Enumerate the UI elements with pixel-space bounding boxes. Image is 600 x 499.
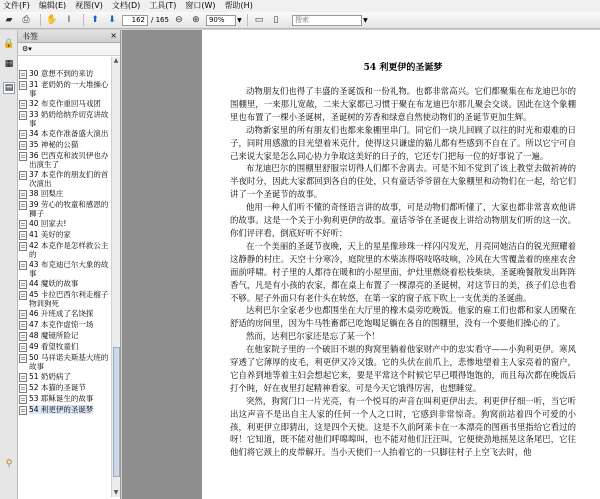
paragraph: 动物新家里的所有朋友们也都来象棚里串门。同它们一块儿回顾了以往的时光和艰难的日子，同时用感激的目光望着米克什，使得这只谦虚的猫儿都有些感到不自在了。所以它宁可自己来说大家是怎么同心协力争取这美好的日子的，它还专门把每一位的好事说了一遍。 <box>230 124 576 161</box>
document-page <box>202 30 600 499</box>
previous-page-icon[interactable]: ⬆ <box>91 15 99 25</box>
bookmarks-scrollbar[interactable] <box>111 57 120 497</box>
navigation-strip <box>0 30 18 499</box>
bookmark-label: 47 本克作虚惊一场 <box>29 320 94 329</box>
close-icon[interactable]: × <box>110 31 117 40</box>
paragraph: 然而，达利巴尔家还是忘了某一个！ <box>245 331 380 342</box>
bookmark-page-icon <box>19 190 27 199</box>
bookmark-item[interactable] <box>18 394 111 404</box>
paragraph: 在他家院子里的一个破旧不堪的狗窝里躺着他家财产中的忠实看守——小狗利更伊。寒风穿透了它薄厚的皮毛，利更伊又冷又饿。它的头伏在前爪上，悲惨地望着主人家亮着的窗户，它自养到地等着主妇会想起它来，要是平常这个时候它早已喂得饱饱的，而且每次都在晚饭后打个盹，好在夜里打起精神看家。可是今天它饿得厉害，也想睡觉。 <box>230 344 576 393</box>
bookmark-label: 38 回梨庄 <box>29 189 64 198</box>
toolbar <box>0 12 600 29</box>
total-pages: / 165 <box>151 16 169 24</box>
bookmark-item[interactable] <box>18 331 111 341</box>
search-input[interactable] <box>292 15 362 26</box>
bookmark-page-icon <box>19 384 27 393</box>
bookmark-item[interactable] <box>18 353 111 371</box>
toolbar-divider <box>247 14 248 26</box>
options-dropdown-icon[interactable]: ▾ <box>28 45 32 53</box>
bookmark-label: 48 魔镜所险记 <box>29 331 79 340</box>
bookmark-page-icon <box>19 354 27 363</box>
bookmark-page-icon <box>19 321 27 330</box>
menu-view[interactable]: 视图(V) <box>75 1 103 10</box>
paragraph: 突然，狗窝门口一片光亮，有一个悦耳的声音在叫利更伊出去。利更伊仔细一听，当它听出这声音不是出自主人家的任何一个人之口时，它感到非常惊奇。狗窝前站着四个可爱的小孩，利更伊立即猜出，这是四个天使。这是不久前阿莱卡在一本漂亮的图画书里指给它看过的呀！它知道，既不能对他们呼嗥嗥叫，也不能对他们汪汪叫，它便使劲地摇晃这条尾巴，它往他们将它颈上的皮带解开。当小天使们一人抬着它的一只脚往村子上空飞去时，他 <box>230 395 576 458</box>
toolbar-divider <box>83 14 84 26</box>
scroll-down-icon[interactable]: ▼ <box>113 489 119 496</box>
bookmark-label: 43 布克迪已尔大象的故事 <box>29 260 109 278</box>
next-page-icon[interactable]: ⬇ <box>108 15 116 25</box>
bookmark-item[interactable] <box>18 200 111 218</box>
bookmark-page-icon <box>19 152 27 161</box>
bookmark-label: 32 布克作重回马戏团 <box>29 99 101 108</box>
zoom-input[interactable] <box>206 15 236 26</box>
bookmark-page-icon <box>19 100 27 109</box>
menu-file[interactable]: 文件(F) <box>3 1 30 10</box>
bookmark-page-icon <box>19 171 27 180</box>
bookmark-page-icon <box>19 81 27 90</box>
bookmarks-list <box>18 57 111 497</box>
bookmark-page-icon <box>19 310 27 319</box>
bookmark-page-icon <box>19 141 27 150</box>
bookmark-item[interactable] <box>18 241 111 259</box>
menu-tools[interactable]: 工具(T) <box>149 1 177 10</box>
options-gear-icon[interactable]: ⚙ <box>22 45 29 53</box>
bookmark-item[interactable] <box>18 99 111 109</box>
print-icon[interactable]: ⎙ <box>22 15 30 25</box>
select-text-icon[interactable]: I <box>67 15 71 25</box>
menu-edit[interactable]: 编辑(E) <box>38 1 67 10</box>
bookmark-label: 35 神秘的公猫 <box>29 140 79 149</box>
fit-width-icon[interactable]: ▯ <box>273 15 279 25</box>
bookmark-item[interactable] <box>18 372 111 382</box>
paragraph: 在一个美丽的圣诞节夜晚，天上的星星像珍珠一样闪闪发光，月亮同她洁白的锐光照耀着这静静的村庄。天空十分寒冷，庭院里的木柴冻得咯吱咯吱响，冷风在大雪覆盖着的座座农舍面前呼啸。村子里的人都待在暖和的小屋里面，炉灶里燃烧着松枝柴块，圣诞晚餐散发出阵阵香气，凡是有小孩的农家，都在桌上布置了一棵漂亮的圣诞树，对这节日的美，孩子们总也看不够。屋子外面只有老什头在转悠，在第一家的窗子底下吹上一支优美的圣诞曲。 <box>230 240 576 303</box>
bookmark-item[interactable] <box>18 219 111 229</box>
bookmark-item[interactable] <box>18 279 111 289</box>
zoom-dropdown-icon[interactable]: ▼ <box>237 16 242 24</box>
bookmark-label: 49 看望牧童们 <box>29 342 79 351</box>
pages-icon[interactable]: ▦ <box>4 59 14 69</box>
menu-help[interactable]: 帮助(H) <box>224 1 253 10</box>
bookmark-page-icon <box>19 231 27 240</box>
bookmark-label: 34 本克作准备盛大演出 <box>29 129 109 138</box>
bookmark-page-icon <box>19 373 27 382</box>
open-folder-icon[interactable]: ▰ <box>5 15 13 25</box>
bookmark-label: 53 耶稣诞生的故事 <box>29 394 94 403</box>
page-body <box>230 85 576 459</box>
menu-window[interactable]: 窗口(W) <box>185 1 216 10</box>
menu-document[interactable]: 文档(D) <box>111 1 141 10</box>
zoom-out-icon[interactable]: ⊖ <box>175 15 183 25</box>
search-dropdown-icon[interactable]: ▼ <box>363 16 368 24</box>
bookmarks-panel <box>18 30 121 499</box>
bookmark-item[interactable] <box>18 151 111 169</box>
hand-tool-icon[interactable]: ✋ <box>46 15 58 25</box>
paragraph: 动物朋友们也得了丰盛的圣诞饭和一份礼物。也都非常高兴。它们都聚集在布龙迪巴尔的围棚里，一来那儿宽敞，二来大家都已习惯于聚在布龙迪巴尔那儿聚会交谈。因此在这个象棚里也布置了一棵小圣诞树，圣诞树的芳香和绿意自然使动物们的圣诞节更加生辉。 <box>230 86 576 122</box>
menu-bar <box>0 0 600 12</box>
bookmark-item[interactable] <box>18 129 111 139</box>
bookmark-label: 31 老奶奶的一大堆操心事 <box>29 80 109 98</box>
bookmark-item[interactable] <box>18 290 111 308</box>
bookmark-label: 51 奶奶病了 <box>29 372 71 381</box>
bookmark-label: 50 马祥诺夫斯基大班的故事 <box>29 353 109 371</box>
document-viewer[interactable] <box>122 30 600 499</box>
bookmark-item[interactable] <box>18 405 111 415</box>
bookmark-page-icon <box>19 70 27 79</box>
bookmarks-icon[interactable]: ▤ <box>4 83 14 93</box>
bookmark-item[interactable] <box>18 320 111 330</box>
bookmark-item[interactable] <box>18 110 111 128</box>
bookmark-label: 45 卡拉巴西尔利走榴子物训狗死 <box>29 290 109 308</box>
bookmark-label: 41 美好的家 <box>29 230 71 239</box>
bookmark-page-icon <box>19 130 27 139</box>
bookmark-label: 54 利更伊的圣诞梦 <box>29 405 94 414</box>
bookmark-label: 33 奶奶给纳乔切克讲故事 <box>29 110 109 128</box>
paragraph: 布龙迪巴尔的围棚里舒服宗切得人们都不舍离去。可是不知不觉到了该上教堂去做祈祷的半夜时分，因此大家都回到各自的住处，只有童话爷爷留在大象棚里和动物们在一起，给它们讲了一个圣诞节的故事。 <box>230 163 576 200</box>
bookmark-page-icon <box>19 280 27 289</box>
bookmark-label: 40 回家去! <box>29 219 67 228</box>
bookmark-label: 36 巴西克和波贝伊也办出演生了 <box>29 151 109 169</box>
bookmark-label: 42 本克作是怎样救公主的 <box>29 241 109 259</box>
bookmark-item[interactable] <box>18 342 111 352</box>
bookmark-page-icon <box>19 242 27 251</box>
bookmark-item[interactable] <box>18 170 111 188</box>
page-number-input[interactable] <box>122 15 148 26</box>
bookmark-label: 52 本猫的圣诞节 <box>29 383 86 392</box>
bookmark-page-icon <box>19 343 27 352</box>
bookmark-item[interactable] <box>18 309 111 319</box>
bookmark-item[interactable] <box>18 383 111 393</box>
bookmark-label: 44 魔妖的故事 <box>29 279 79 288</box>
bookmarks-panel-title: 书签 <box>22 31 38 41</box>
bookmark-item[interactable] <box>18 230 111 240</box>
bookmark-label: 46 升班成了名饶探 <box>29 309 94 318</box>
bookmark-label: 30 意想不到的来访 <box>29 69 94 78</box>
bookmark-page-icon <box>19 201 27 210</box>
chapter-title: 54 利更伊的圣诞梦 <box>363 63 443 73</box>
bookmark-page-icon <box>19 261 27 270</box>
bookmark-page-icon <box>19 111 27 120</box>
toolbar-divider <box>40 14 41 26</box>
bookmark-item[interactable] <box>18 189 111 199</box>
attachment-icon[interactable]: ⚲ <box>5 459 13 469</box>
scrollbar-thumb[interactable] <box>113 347 120 477</box>
bookmark-page-icon <box>19 406 27 415</box>
zoom-in-icon[interactable]: ⊕ <box>192 15 200 25</box>
bookmark-item[interactable] <box>18 80 111 98</box>
bookmarks-toolbar <box>18 43 120 56</box>
paragraph: 他用一种人们听不懂的奇怪语言讲的故事，可是动物们都听懂了，大家也都非常喜欢他讲的故事。这是一个关于小狗利更伊的故事。童话爷爷在圣诞夜上讲给动物朋友们听的这一次。你们评评看，倒底好听不好听： <box>230 202 576 238</box>
bookmark-label: 39 劳心的牧童和感恩的狮子 <box>29 200 109 218</box>
bookmark-item[interactable] <box>18 69 111 79</box>
bookmark-item[interactable] <box>18 140 111 150</box>
bookmarks-panel-header <box>18 30 120 43</box>
lock-icon[interactable]: 🔒 <box>3 39 15 49</box>
scroll-up-icon[interactable]: ▲ <box>113 57 119 64</box>
bookmark-page-icon <box>19 220 27 229</box>
bookmark-page-icon <box>19 395 27 404</box>
bookmark-page-icon <box>19 332 27 341</box>
bookmark-page-icon <box>19 291 27 300</box>
bookmark-item[interactable] <box>18 260 111 278</box>
fit-page-icon[interactable]: ▭ <box>254 15 264 25</box>
bookmark-label: 37 本克作的朋友们的首次演出 <box>29 170 109 188</box>
paragraph: 达利巴尔全家老少也都围坐在大厅里的橡木桌旁吃晚饭。他家的雇工们也都和家人团聚在舒适的房间里，因为牛马牲畜都已吃饱喝足躺在各自的围棚里，没有一个要他们操心的了。 <box>230 305 576 329</box>
